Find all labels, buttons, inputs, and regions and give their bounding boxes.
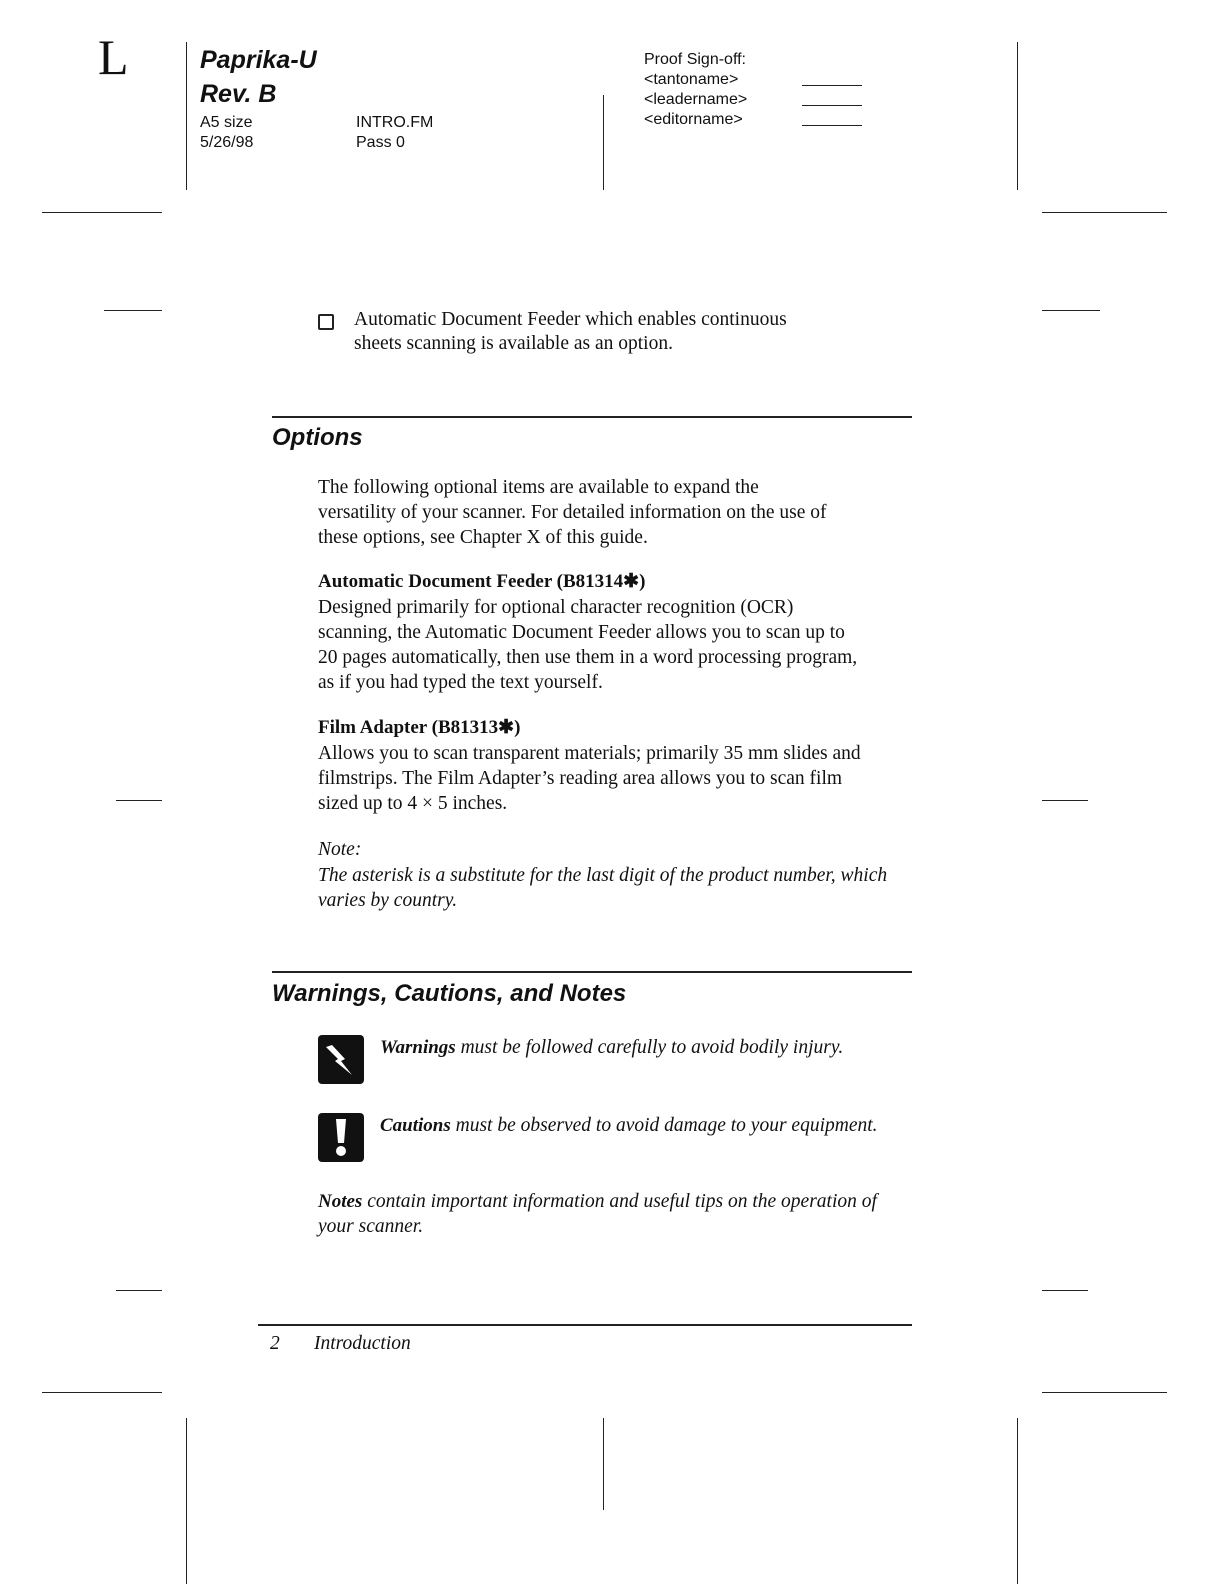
header-revision: Rev. B xyxy=(200,80,277,108)
crop-mark-left-2 xyxy=(104,310,162,311)
crop-mark-left-1 xyxy=(42,212,162,213)
film-text-line-3: sized up to 4 × 5 inches. xyxy=(318,793,508,814)
header-pass: Pass 0 xyxy=(356,134,405,151)
footer-page-number: 2 xyxy=(270,1333,280,1354)
bullet-line-2: sheets scanning is available as an option. xyxy=(354,333,673,354)
signoff-line-3 xyxy=(802,125,862,126)
caution-rest: must be observed to avoid damage to your equipment. xyxy=(450,1115,878,1136)
film-text-line-2: filmstrips. The Film Adapter’s reading area allows you to scan film xyxy=(318,768,843,789)
header-size: A5 size xyxy=(200,114,253,131)
note-text-line-2: varies by country. xyxy=(318,890,458,911)
page-side-letter: L xyxy=(98,29,129,85)
crop-mark-right-1 xyxy=(1042,212,1167,213)
options-intro-line-3: these options, see Chapter X of this guide. xyxy=(318,527,648,548)
caution-text xyxy=(380,1114,878,1138)
adf-text-line-3: 20 pages automatically, then use them in a word processing program, xyxy=(318,647,858,668)
warnings-heading: Warnings, Cautions, and Notes xyxy=(272,980,627,1007)
warning-text xyxy=(380,1036,843,1060)
film-text-line-1: Allows you to scan transparent materials; primarily 35 mm slides and xyxy=(318,743,861,764)
crop-mark-right-5 xyxy=(1042,1392,1167,1393)
bullet-box-icon xyxy=(318,314,334,330)
warning-lightning-icon xyxy=(318,1035,364,1084)
header-date: 5/26/98 xyxy=(200,134,254,151)
crop-mark-left-3 xyxy=(116,800,162,801)
crop-mark-left-4 xyxy=(116,1290,162,1291)
adf-title: Automatic Document Feeder (B81314✱) xyxy=(318,571,646,592)
note-text-line-1: The asterisk is a substitute for the last digit of the product number, which xyxy=(318,865,888,886)
options-rule xyxy=(272,416,912,418)
caution-word: Cautions xyxy=(380,1115,451,1136)
options-intro-line-1: The following optional items are available to expand the xyxy=(318,477,759,498)
notes-rest: contain important information and useful tips on the operation of xyxy=(362,1191,877,1212)
header-file: INTRO.FM xyxy=(356,114,434,131)
signoff-line-1 xyxy=(802,85,862,86)
notes-text-line-1 xyxy=(318,1190,877,1214)
note-label: Note: xyxy=(318,839,362,860)
crop-mark-right-4 xyxy=(1042,1290,1088,1291)
adf-text-line-4: as if you had typed the text yourself. xyxy=(318,672,603,693)
signoff-editorname: <editorname> xyxy=(644,111,743,128)
caution-exclamation-icon xyxy=(318,1113,364,1162)
frame-line-mid-bottom xyxy=(603,1418,604,1510)
notes-text-line-2: your scanner. xyxy=(318,1216,424,1237)
options-intro-line-2: versatility of your scanner. For detailed information on the use of xyxy=(318,502,827,523)
header-title: Paprika-U xyxy=(200,46,317,74)
signoff-leadername: <leadername> xyxy=(644,91,748,108)
frame-line-right-bottom xyxy=(1017,1418,1018,1584)
adf-text-line-1: Designed primarily for optional character recognition (OCR) xyxy=(318,597,794,618)
frame-line-mid-top xyxy=(603,95,604,190)
signoff-line-2 xyxy=(802,105,862,106)
frame-line-left-top xyxy=(186,42,187,190)
frame-line-right-top xyxy=(1017,42,1018,190)
warning-rest: must be followed carefully to avoid bodily injury. xyxy=(455,1037,844,1058)
footer-rule xyxy=(258,1324,912,1326)
notes-word: Notes xyxy=(318,1191,363,1212)
options-heading: Options xyxy=(272,424,363,451)
bullet-line-1: Automatic Document Feeder which enables continuous xyxy=(354,309,787,330)
adf-text-line-2: scanning, the Automatic Document Feeder allows you to scan up to xyxy=(318,622,845,643)
crop-mark-right-2 xyxy=(1042,310,1100,311)
film-title: Film Adapter (B81313✱) xyxy=(318,717,521,738)
crop-mark-right-3 xyxy=(1042,800,1088,801)
footer-section: Introduction xyxy=(314,1333,411,1354)
warning-word: Warnings xyxy=(380,1037,456,1058)
crop-mark-left-5 xyxy=(42,1392,162,1393)
signoff-label: Proof Sign-off: xyxy=(644,51,746,68)
frame-line-left-bottom xyxy=(186,1418,187,1584)
warnings-rule xyxy=(272,971,912,973)
signoff-tantoname: <tantoname> xyxy=(644,71,739,88)
